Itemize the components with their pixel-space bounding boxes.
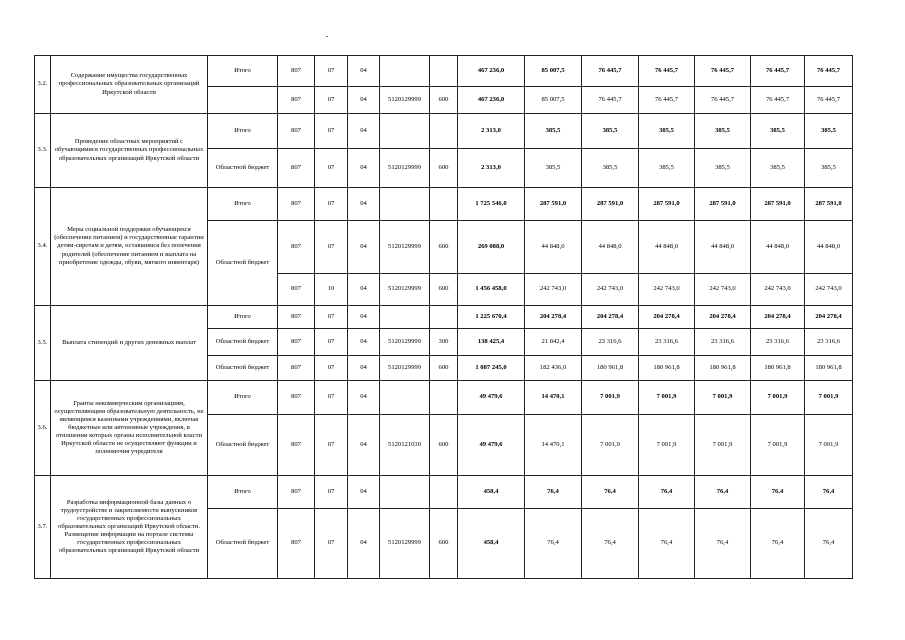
subsection-code: 04: [348, 381, 380, 415]
year-amount: 7 001,9: [582, 381, 639, 415]
row-number: 3.7.: [35, 476, 51, 579]
year-amount: 385,5: [639, 114, 695, 149]
expense-type: 600: [430, 221, 458, 274]
scan-speck: [326, 36, 328, 37]
activity-name: Проведение областных мероприятий с обучающимися государственных профессиональных образовательных организаций Иркутской области: [51, 114, 208, 188]
funding-source: Областной бюджет: [208, 356, 278, 381]
year-amount: 385,5: [751, 114, 805, 149]
admin-code: 807: [278, 87, 315, 114]
year-amount: 85 007,5: [525, 87, 582, 114]
year-amount: 385,5: [582, 149, 639, 188]
funding-source: Итого: [208, 381, 278, 415]
year-amount: 14 470,1: [525, 415, 582, 476]
activity-name: Меры социальной поддержки обучающихся (обеспечение питанием) и государственные гарантии детям-сиротам и детям, оставшимся без попечения родителей (обеспечение питанием и выплата на приобретение одежды, обуви, мягкого инвентаря): [51, 188, 208, 306]
section-code: 07: [315, 356, 348, 381]
year-amount: 76,4: [805, 509, 853, 579]
admin-code: 807: [278, 381, 315, 415]
expense-type: [430, 476, 458, 509]
subsection-code: 04: [348, 188, 380, 221]
year-amount: 7 001,9: [805, 381, 853, 415]
year-amount: 76 445,7: [695, 87, 751, 114]
table-row: [35, 476, 853, 509]
section-code: 10: [315, 274, 348, 306]
target-article: [380, 476, 430, 509]
total-amount: 138 425,4: [458, 329, 525, 356]
subsection-code: 04: [348, 329, 380, 356]
year-amount: 385,5: [525, 149, 582, 188]
admin-code: 807: [278, 188, 315, 221]
year-amount: 287 591,0: [751, 188, 805, 221]
year-amount: 242 743,0: [525, 274, 582, 306]
admin-code: 807: [278, 221, 315, 274]
year-amount: 242 743,0: [751, 274, 805, 306]
subsection-code: 04: [348, 274, 380, 306]
year-amount: 76,4: [695, 509, 751, 579]
section-code: 07: [315, 509, 348, 579]
section-code: 07: [315, 188, 348, 221]
subsection-code: 04: [348, 306, 380, 329]
subsection-code: 04: [348, 87, 380, 114]
year-amount: 76 445,7: [751, 87, 805, 114]
budget-table: [34, 55, 853, 579]
row-number: 3.6.: [35, 381, 51, 476]
admin-code: 807: [278, 509, 315, 579]
subsection-code: 04: [348, 415, 380, 476]
year-amount: 76,4: [695, 476, 751, 509]
funding-source: Областной бюджет: [208, 149, 278, 188]
admin-code: 807: [278, 329, 315, 356]
year-amount: 76,4: [805, 476, 853, 509]
activity-name: Содержание имущества государственных профессиональных образовательных организаций Иркутской области: [51, 56, 208, 114]
section-code: 07: [315, 87, 348, 114]
table-row: [35, 56, 853, 87]
section-code: 07: [315, 306, 348, 329]
target-article: 5120129999: [380, 274, 430, 306]
year-amount: 14 470,1: [525, 381, 582, 415]
target-article: 5120129999: [380, 329, 430, 356]
year-amount: 76,4: [639, 509, 695, 579]
total-amount: 1 456 458,0: [458, 274, 525, 306]
row-number: 3.3.: [35, 114, 51, 188]
expense-type: 600: [430, 87, 458, 114]
year-amount: 44 848,0: [639, 221, 695, 274]
year-amount: 76,4: [582, 509, 639, 579]
total-amount: 1 087 245,0: [458, 356, 525, 381]
section-code: 07: [315, 149, 348, 188]
year-amount: 76 445,7: [805, 87, 853, 114]
year-amount: 287 591,0: [639, 188, 695, 221]
year-amount: 7 001,9: [805, 415, 853, 476]
target-article: [380, 306, 430, 329]
target-article: 5120129999: [380, 149, 430, 188]
year-amount: 7 001,9: [751, 415, 805, 476]
target-article: [380, 56, 430, 87]
section-code: 07: [315, 476, 348, 509]
admin-code: 807: [278, 415, 315, 476]
activity-name: Выплата стипендий и других денежных выплат: [51, 306, 208, 381]
activity-name: Разработка информационной базы данных о трудоустройстве и закрепляемости выпускников государственных профессиональных образовательных организаций Иркутской области. Размещение информации на портале системы государственных профессиональных образовательных организаций Иркутской области: [51, 476, 208, 579]
year-amount: 76,4: [525, 476, 582, 509]
expense-type: 600: [430, 274, 458, 306]
funding-source: Областной бюджет: [208, 415, 278, 476]
section-code: 07: [315, 221, 348, 274]
subsection-code: 04: [348, 56, 380, 87]
total-amount: 458,4: [458, 476, 525, 509]
year-amount: 204 278,4: [805, 306, 853, 329]
target-article: 5120129999: [380, 221, 430, 274]
target-article: [380, 114, 430, 149]
subsection-code: 04: [348, 149, 380, 188]
funding-source: Итого: [208, 114, 278, 149]
year-amount: 385,5: [639, 149, 695, 188]
year-amount: 385,5: [805, 149, 853, 188]
year-amount: 76 445,7: [695, 56, 751, 87]
year-amount: 7 001,9: [582, 415, 639, 476]
target-article: 5120121030: [380, 415, 430, 476]
funding-source: Итого: [208, 188, 278, 221]
year-amount: 23 316,6: [582, 329, 639, 356]
expense-type: 600: [430, 356, 458, 381]
section-code: 07: [315, 114, 348, 149]
year-amount: 287 591,0: [805, 188, 853, 221]
row-number: 3.4.: [35, 188, 51, 306]
year-amount: 76,4: [582, 476, 639, 509]
year-amount: 180 961,8: [805, 356, 853, 381]
expense-type: 300: [430, 329, 458, 356]
row-number: 3.2.: [35, 56, 51, 114]
year-amount: 21 842,4: [525, 329, 582, 356]
total-amount: 458,4: [458, 509, 525, 579]
year-amount: 7 001,9: [639, 381, 695, 415]
expense-type: [430, 114, 458, 149]
year-amount: 242 743,0: [805, 274, 853, 306]
year-amount: 44 848,0: [582, 221, 639, 274]
expense-type: [430, 306, 458, 329]
table-row: [35, 114, 853, 149]
year-amount: 76,4: [751, 476, 805, 509]
year-amount: 242 743,0: [695, 274, 751, 306]
year-amount: 204 278,4: [525, 306, 582, 329]
funding-source: Итого: [208, 56, 278, 87]
year-amount: 76,4: [751, 509, 805, 579]
year-amount: 76,4: [639, 476, 695, 509]
target-article: 5120129999: [380, 356, 430, 381]
subsection-code: 04: [348, 476, 380, 509]
target-article: [380, 381, 430, 415]
total-amount: 269 088,0: [458, 221, 525, 274]
table-row: [35, 188, 853, 221]
funding-source: Областной бюджет: [208, 509, 278, 579]
target-article: 5120129999: [380, 509, 430, 579]
total-amount: 467 236,0: [458, 87, 525, 114]
expense-type: [430, 188, 458, 221]
expense-type: [430, 56, 458, 87]
total-amount: 49 479,6: [458, 381, 525, 415]
section-code: 07: [315, 56, 348, 87]
section-code: 07: [315, 381, 348, 415]
year-amount: 242 743,0: [582, 274, 639, 306]
subsection-code: 04: [348, 509, 380, 579]
year-amount: 85 007,5: [525, 56, 582, 87]
admin-code: 807: [278, 356, 315, 381]
expense-type: 600: [430, 509, 458, 579]
year-amount: 7 001,9: [695, 415, 751, 476]
year-amount: 23 316,6: [639, 329, 695, 356]
year-amount: 76,4: [525, 509, 582, 579]
admin-code: 807: [278, 476, 315, 509]
year-amount: 76 445,7: [639, 87, 695, 114]
section-code: 07: [315, 415, 348, 476]
expense-type: [430, 381, 458, 415]
table-row: [35, 381, 853, 415]
funding-source: Областной бюджет: [208, 329, 278, 356]
total-amount: 1 725 546,0: [458, 188, 525, 221]
year-amount: 182 436,0: [525, 356, 582, 381]
target-article: 5120129999: [380, 87, 430, 114]
year-amount: 385,5: [695, 149, 751, 188]
year-amount: 23 316,6: [805, 329, 853, 356]
row-number: 3.5.: [35, 306, 51, 381]
year-amount: 76 445,7: [582, 87, 639, 114]
year-amount: 76 445,7: [751, 56, 805, 87]
year-amount: 204 278,4: [639, 306, 695, 329]
admin-code: 807: [278, 56, 315, 87]
total-amount: 2 313,0: [458, 149, 525, 188]
admin-code: 807: [278, 306, 315, 329]
year-amount: 242 743,0: [639, 274, 695, 306]
funding-source: Итого: [208, 306, 278, 329]
year-amount: 23 316,6: [695, 329, 751, 356]
expense-type: 600: [430, 149, 458, 188]
year-amount: 385,5: [525, 114, 582, 149]
total-amount: 467 236,0: [458, 56, 525, 87]
year-amount: 7 001,9: [751, 381, 805, 415]
funding-source: [208, 87, 278, 114]
funding-source: Областной бюджет: [208, 221, 278, 306]
expense-type: 600: [430, 415, 458, 476]
subsection-code: 04: [348, 114, 380, 149]
target-article: [380, 188, 430, 221]
section-code: 07: [315, 329, 348, 356]
year-amount: 44 848,0: [525, 221, 582, 274]
year-amount: 385,5: [751, 149, 805, 188]
admin-code: 807: [278, 274, 315, 306]
admin-code: 807: [278, 114, 315, 149]
year-amount: 76 445,7: [582, 56, 639, 87]
admin-code: 807: [278, 149, 315, 188]
total-amount: 1 225 670,4: [458, 306, 525, 329]
activity-name: Гранты некоммерческим организациям, осуществляющим образовательную деятельность, не являющимся казенными учреждениями, включая бюджетные или автономные учреждения, в отношении которых органы исполнительной власти Иркутской области не осуществляют функции и полномочия учредителя: [51, 381, 208, 476]
year-amount: 7 001,9: [695, 381, 751, 415]
subsection-code: 04: [348, 221, 380, 274]
year-amount: 23 316,6: [751, 329, 805, 356]
year-amount: 44 848,0: [751, 221, 805, 274]
year-amount: 204 278,4: [582, 306, 639, 329]
year-amount: 287 591,0: [695, 188, 751, 221]
year-amount: 287 591,0: [525, 188, 582, 221]
year-amount: 287 591,0: [582, 188, 639, 221]
year-amount: 180 961,8: [695, 356, 751, 381]
funding-source: Итого: [208, 476, 278, 509]
year-amount: 7 001,9: [639, 415, 695, 476]
year-amount: 76 445,7: [639, 56, 695, 87]
year-amount: 180 961,8: [751, 356, 805, 381]
year-amount: 44 848,0: [805, 221, 853, 274]
total-amount: 2 313,0: [458, 114, 525, 149]
year-amount: 76 445,7: [805, 56, 853, 87]
year-amount: 385,5: [695, 114, 751, 149]
year-amount: 180 961,8: [639, 356, 695, 381]
year-amount: 180 961,8: [582, 356, 639, 381]
total-amount: 49 479,6: [458, 415, 525, 476]
year-amount: 385,5: [805, 114, 853, 149]
year-amount: 385,5: [582, 114, 639, 149]
year-amount: 44 848,0: [695, 221, 751, 274]
table-row: [35, 306, 853, 329]
year-amount: 204 278,4: [751, 306, 805, 329]
year-amount: 204 278,4: [695, 306, 751, 329]
subsection-code: 04: [348, 356, 380, 381]
